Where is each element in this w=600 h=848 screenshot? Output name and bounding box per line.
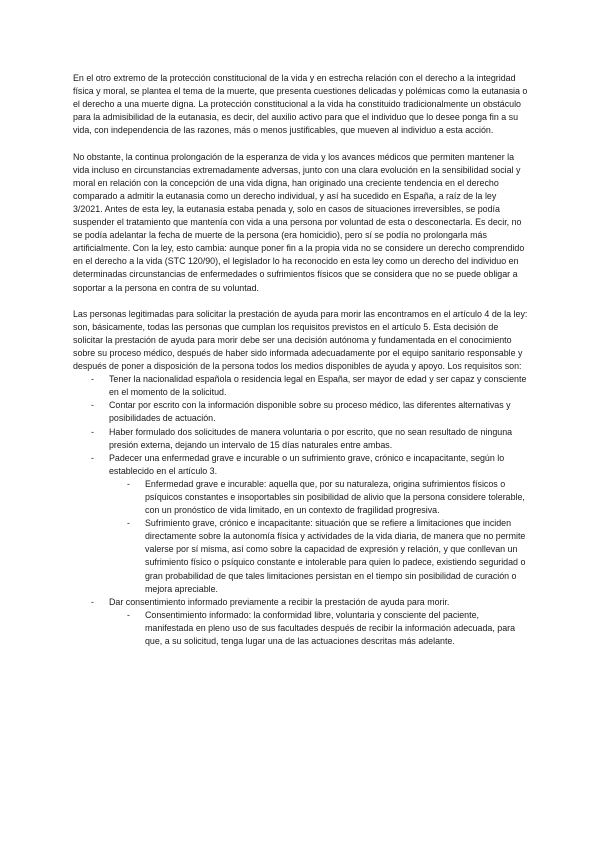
list-dash: - <box>91 426 94 437</box>
list-item-text: Dar consentimiento informado previamente a recibir la prestación de ayuda para morir. <box>109 596 450 607</box>
list-dash: - <box>127 478 130 489</box>
list-item <box>73 596 528 609</box>
document-page <box>73 72 528 648</box>
list-dash: - <box>91 596 94 607</box>
paragraph-intro: En el otro extremo de la protección constitucional de la vida y en estrecha relación con el derecho a la integridad física y moral, se plantea el tema de la muerte, que presenta cuestiones delicadas y polémicas como la eutanasia o el derecho a una muerte digna. La protección constitucional a la vida ha constituido tradicionalmente un obstáculo para la admisibilidad de la eutanasia, es decir, del auxilio activo para que el individuo que lo desee ponga fin a su vida, con independencia de las razones, más o menos justificables, que mueven al individuo a esta acción. <box>73 73 528 136</box>
list-subitem <box>73 478 528 517</box>
list-item <box>73 399 528 425</box>
list-item <box>73 426 528 452</box>
paragraph-requirements-intro: Las personas legitimadas para solicitar la prestación de ayuda para morir las encontramos en el artículo 4 de la ley: son, básicamente, todas las personas que cumplan los requisitos previstos en el artículo 5. Esta decisión de solicitar la prestación de ayuda para morir debe ser una decisión autónoma y fundamentada en el conocimiento sobre su proceso médico, después de haber sido informada adecuadamente por el equipo sanitario responsable y después de poner a disposición de la persona todos los medios disponibles de ayuda y apoyo. Los requisitos son: <box>73 308 528 372</box>
list-dash: - <box>127 518 130 529</box>
list-item-text: Tener la nacionalidad española o residencia legal en España, ser mayor de edad y ser capaz y consciente en el momento de la solicitud. <box>109 374 527 398</box>
list-subitem <box>73 517 528 596</box>
list-item <box>73 373 528 399</box>
list-item-text: Padecer una enfermedad grave e incurable o un sufrimiento grave, crónico e incapacitante, según lo establecido en el artículo 3. <box>109 452 505 476</box>
list-subitem <box>73 609 528 648</box>
list-dash: - <box>91 452 94 463</box>
list-item-text: Contar por escrito con la información disponible sobre su proceso médico, las diferentes alternativas y posibilidades de actuación. <box>109 400 511 424</box>
list-item-text: Consentimiento informado: la conformidad libre, voluntaria y consciente del paciente, manifestada en pleno uso de sus facultades después de recibir la información adecuada, para que, a su solicitud, tenga lugar una de las actuaciones descritas más adelante. <box>145 609 516 647</box>
list-item-text: Haber formulado dos solicitudes de manera voluntaria o por escrito, que no sean resultado de ninguna presión externa, dejando un intervalo de 15 días naturales entre ambas. <box>109 426 513 450</box>
list-item-text: Enfermedad grave e incurable: aquella que, por su naturaleza, origina sufrimientos físicos o psíquicos constantes e insoportables sin posibilidad de alivio que la persona considere tolerable, con un pronóstico de vida limitado, en un contexto de fragilidad progresiva. <box>145 478 525 516</box>
requirements-list <box>73 373 528 648</box>
list-dash: - <box>91 400 94 411</box>
list-item <box>73 452 528 478</box>
list-dash: - <box>91 374 94 385</box>
list-item-text: Sufrimiento grave, crónico e incapacitante: situación que se refiere a limitaciones que inciden directamente sobre la autonomía física y actividades de la vida diaria, de manera que no permite valerse por sí misma, así como sobre la capacidad de expresión y relación, y que conllevan un sufrimiento físico o psíquico constante e intolerable para quien lo padece, existiendo seguridad o gran probabilidad de que tales limitaciones persistan en el tiempo sin posibilidad de curación o mejora apreciable. <box>145 518 526 594</box>
list-dash: - <box>127 609 130 620</box>
paragraph-law-context: No obstante, la continua prolongación de la esperanza de vida y los avances médicos que permiten mantener la vida incluso en circunstancias extremadamente adversas, junto con una clara evolución en la sensibilidad social y moral en relación con la concepción de una vida digna, han originado una creciente tendencia en el derecho comparado a admitir la eutanasia como un derecho individual, y así ha sucedido en España, a raíz de la ley 3/2021. Antes de esta ley, la eutanasia estaba penada y, solo en casos de situaciones irreversibles, se podía suspender el tratamiento que mantenía con vida a una persona por voluntad de esta o desconectarla. Es decir, no se podía adelantar la fecha de muerte de la persona (era homicidio), pero sí se podía no prolongarla más artificialmente. Con la ley, esto cambia: aunque poner fin a la propia vida no se considere un derecho comprendido en el derecho a la vida (STC 120/90), el legislador lo ha reconocido en esta ley como un derecho del individuo en determinadas circunstancias de enfermedades o sufrimientos físicos que se considera que no se puede obligar a soportar a la persona en contra de su voluntad. <box>73 151 525 293</box>
